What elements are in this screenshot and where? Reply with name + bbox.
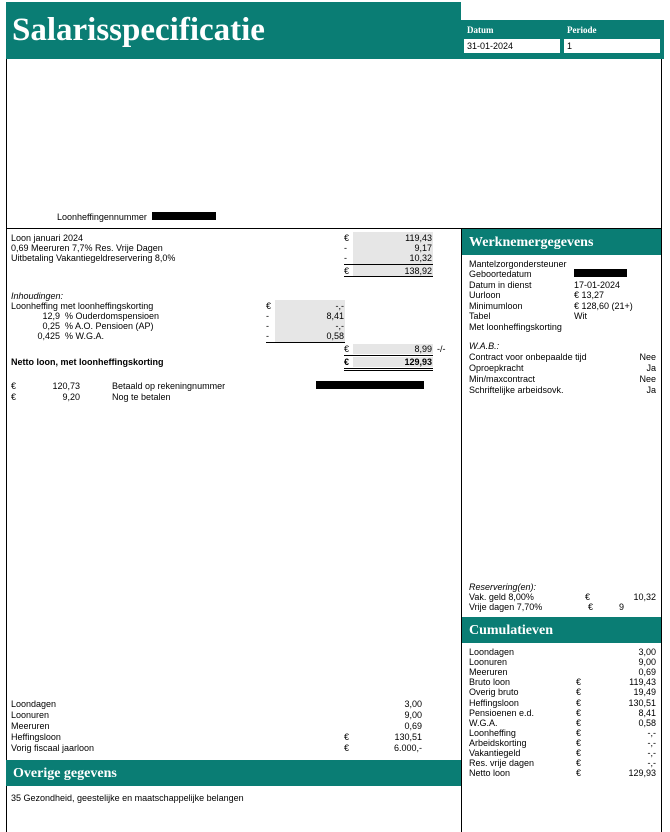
werknemer-label: Tabel (469, 311, 491, 321)
payment-amount: 9,20 (62, 392, 80, 402)
werknemer-line1: Mantelzorgondersteuner (469, 259, 567, 269)
reservering-sign: € (588, 602, 594, 612)
periode-label: Periode (567, 25, 597, 35)
earnings-total-sign: € (344, 266, 350, 276)
datum-label: Datum (467, 25, 494, 35)
cumulatief-sign: € (576, 707, 582, 718)
address-block (6, 59, 662, 229)
inhoudingen-total-sign: € (344, 344, 350, 354)
frame-right (661, 229, 662, 832)
cumulatief-label: Res. vrije dagen (469, 758, 535, 769)
cumulatief-value: 0,58 (638, 717, 656, 728)
earning-label: 0,69 Meeruren 7,7% Res. Vrije Dagen (11, 243, 163, 253)
wab-label: Oproepkracht (469, 363, 524, 373)
cumulatieven-title: Cumulatieven (469, 623, 553, 638)
stat-value: 0,69 (404, 721, 422, 731)
stat-label: Meeruren (11, 721, 50, 731)
werknemer-title: Werknemergegevens (469, 235, 594, 250)
inhouding-label: % A.O. Pensioen (AP) (65, 321, 154, 331)
inhouding-pct: 0,25 (42, 321, 60, 331)
cumulatief-sign: € (576, 758, 582, 769)
netto-amount: 129,93 (404, 357, 432, 367)
cumulatief-label: Overig bruto (469, 687, 519, 698)
payment-amount: 120,73 (52, 381, 80, 391)
reservering-value: 10,32 (633, 592, 656, 602)
netto-top-line (344, 355, 433, 356)
payment-sign: € (11, 381, 17, 391)
earning-sign: € (344, 233, 350, 243)
redacted-rekeningnummer (316, 381, 424, 389)
netto-label: Netto loon, met loonheffingskorting (11, 357, 164, 367)
wab-label: Min/maxcontract (469, 374, 536, 384)
cumulatief-sign: € (576, 677, 582, 688)
loonheffingennummer-label: Loonheffingennummer (57, 212, 147, 222)
werknemer-label: Datum in dienst (469, 279, 532, 290)
werknemer-label: Geboortedatum (469, 269, 532, 279)
earning-amount: 119,43 (405, 233, 432, 243)
wab-label: Contract voor onbepaalde tijd (469, 352, 587, 362)
inhouding-amount: 0,58 (326, 331, 344, 341)
cumulatieven-header (462, 617, 661, 643)
redacted-geboortedatum (574, 269, 627, 277)
inhouding-amount: -,- (335, 321, 344, 331)
werknemer-line-last: Met loonheffingskorting (469, 322, 562, 332)
stat-label: Heffingsloon (11, 732, 61, 742)
werknemer-value: 17-01-2024 (574, 279, 621, 290)
inhouding-amount: -,- (335, 301, 344, 311)
wab-label: Schriftelijke arbeidsovk. (469, 385, 564, 395)
inhoudingen-total-suffix: -/- (437, 344, 446, 354)
cumulatief-label: Loonuren (469, 657, 508, 668)
reservering-value: 9 (618, 602, 624, 612)
payment-label: Betaald op rekeningnummer (112, 381, 226, 391)
cumulatief-value: 9,00 (638, 657, 656, 668)
cumulatief-sign: € (576, 727, 582, 738)
title-bar (6, 2, 461, 59)
cumulatief-value: 129,93 (628, 768, 656, 779)
cumulatief-label: Loonheffing (469, 727, 516, 738)
cumulatief-value: -,- (647, 748, 656, 758)
cumulatief-value: 8,41 (638, 707, 656, 718)
cumulatief-sign: € (576, 737, 582, 748)
inhouding-sign: - (266, 331, 269, 341)
werknemer-value: € 128,60 (21+) (574, 300, 633, 311)
netto-double-line-2 (344, 370, 433, 371)
cumulatief-value: -,- (647, 727, 656, 738)
werknemer-label: Uurloon (469, 290, 501, 300)
cumulatief-label: Loondagen (469, 647, 515, 657)
cumulatief-label: Arbeidskorting (469, 737, 527, 748)
werknemer-value: Wit (574, 311, 587, 321)
werknemer-header (462, 229, 661, 255)
wab-value: Ja (646, 363, 656, 373)
werknemer-label: Minimumloon (469, 300, 523, 311)
frame-divider (461, 229, 462, 832)
inhouding-sign: - (266, 321, 269, 331)
date-period-box (461, 20, 664, 59)
cumulatief-sign: € (576, 768, 582, 779)
cumulatief-label: Netto loon (469, 768, 511, 779)
payment-sign: € (11, 392, 17, 402)
cumulatief-label: Bruto loon (469, 677, 511, 688)
wab-title: W.A.B.: (469, 341, 500, 351)
inhouding-label: % Ouderdomspensioen (65, 311, 160, 321)
redacted-loonheffingennummer (152, 212, 216, 220)
inhouding-pct: 12,9 (42, 311, 60, 321)
cumulatief-value: 119,43 (629, 677, 656, 688)
stat-sign: € (344, 743, 350, 753)
cumulatief-value: -,- (647, 737, 656, 748)
stat-sign: € (344, 732, 350, 742)
cumulatief-value: 3,00 (638, 647, 656, 657)
earnings-total-line (344, 264, 433, 265)
stat-label: Loondagen (11, 699, 57, 709)
earnings-bottom-line (344, 276, 433, 277)
datum-value: 31-01-2024 (464, 39, 560, 53)
cumulatief-value: -,- (647, 758, 656, 769)
wab-value: Ja (646, 385, 656, 395)
cumulatief-label: Pensioenen e.d. (469, 707, 535, 718)
earning-amount: 9,17 (414, 243, 432, 253)
inhoudingen-title: Inhoudingen: (11, 291, 64, 301)
cumulatief-value: 130,51 (628, 697, 656, 708)
reservering-sign: € (585, 592, 591, 602)
netto-sign: € (344, 357, 350, 367)
inhouding-label: % W.G.A. (65, 331, 105, 341)
stat-value: 9,00 (404, 710, 422, 720)
inhouding-amount: 8,41 (326, 311, 344, 321)
stat-label: Loonuren (11, 710, 50, 720)
cumulatief-label: Vakantiegeld (469, 748, 521, 758)
reservering-title: Reservering(en): (469, 582, 537, 592)
overige-text: 35 Gezondheid, geestelijke en maatschappelijke belangen (11, 793, 244, 803)
reservering-label: Vrije dagen 7,70% (469, 602, 543, 612)
wab-value: Nee (639, 374, 656, 384)
overige-header (6, 760, 461, 786)
earning-label: Loon januari 2024 (11, 233, 84, 243)
inhouding-pct: 0,425 (37, 331, 60, 341)
cumulatief-label: Heffingsloon (469, 697, 519, 708)
reservering-label: Vak. geld 8,00% (469, 592, 534, 602)
earning-sign: - (344, 253, 347, 263)
frame-left (6, 229, 7, 832)
stat-label: Vorig fiscaal jaarloon (11, 743, 95, 753)
wab-value: Nee (639, 352, 656, 362)
earnings-total-amount: 138,92 (404, 266, 432, 276)
earning-label: Uitbetaling Vakantiegeldreservering 8,0% (11, 253, 176, 263)
earning-amount: 10,32 (409, 253, 432, 263)
cumulatief-value: 19,49 (633, 687, 656, 698)
periode-value: 1 (564, 39, 660, 53)
cumulatief-sign: € (576, 717, 582, 728)
cumulatief-sign: € (576, 687, 582, 698)
page-title: Salarisspecificatie (12, 12, 265, 48)
cumulatief-label: Meeruren (469, 667, 508, 678)
werknemer-value: € 13,27 (574, 290, 605, 300)
cumulatief-sign: € (576, 697, 582, 708)
stat-value: 3,00 (404, 699, 422, 709)
cumulatief-value: 0,69 (638, 667, 656, 678)
earning-sign: - (344, 243, 347, 253)
stat-value: 6.000,- (393, 743, 422, 753)
overige-title: Overige gegevens (13, 766, 117, 781)
payment-label: Nog te betalen (112, 392, 171, 402)
netto-double-line-1 (344, 368, 433, 369)
cumulatief-label: W.G.A. (469, 717, 498, 728)
inhouding-sign: - (266, 311, 269, 321)
stat-value: 130,51 (394, 732, 422, 742)
inhoudingen-line (266, 342, 345, 343)
inhouding-sign: € (266, 301, 272, 311)
cumulatief-sign: € (576, 748, 582, 758)
inhouding-label: Loonheffing met loonheffingskorting (11, 301, 154, 311)
inhoudingen-total-amount: 8,99 (414, 344, 432, 354)
